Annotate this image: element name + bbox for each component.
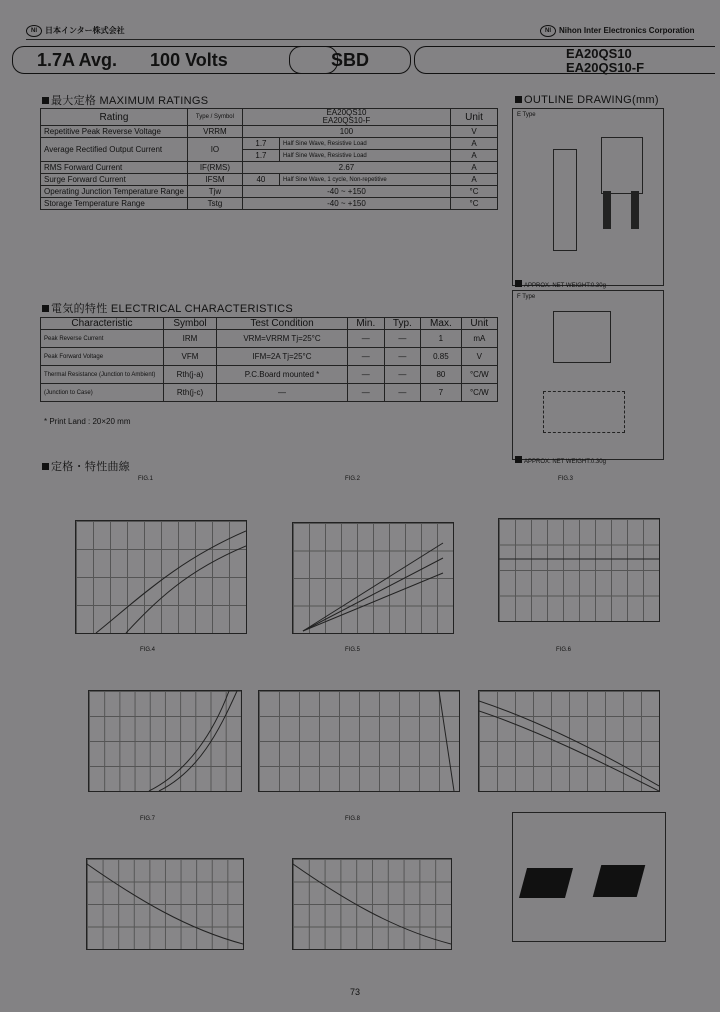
condition-cell: Half Sine Wave, Resistive Load	[279, 138, 450, 150]
e-type-label: E Type	[517, 112, 536, 118]
min-cell: —	[348, 366, 385, 384]
condition-cell: VRM=VRRM Tj=25°C	[217, 330, 348, 348]
fig-1-curves	[76, 521, 246, 633]
fig-3-label: FIG.3	[558, 476, 574, 482]
col-characteristic: Characteristic	[41, 318, 164, 330]
rating-cell: Average Rectified Output Current	[41, 138, 188, 162]
char-cell: Thermal Resistance (Junction to Ambient)	[41, 366, 164, 384]
unit-cell: °C/W	[461, 384, 497, 402]
package-photo	[512, 812, 666, 942]
fig-7-curves	[87, 859, 243, 949]
condition-cell: —	[217, 384, 348, 402]
company-logo-icon: NI	[540, 25, 556, 37]
rating-voltage: 100 Volts	[150, 50, 228, 70]
symbol-cell: IFSM	[187, 174, 242, 186]
col-unit: Unit	[451, 109, 498, 126]
value-cell: 2.67	[242, 162, 450, 174]
max-cell: 80	[421, 366, 461, 384]
weight-1: APPROX. NET WEIGHT:0.30g	[515, 280, 606, 289]
land-pattern	[543, 391, 625, 433]
symbol-cell: Tjw	[187, 186, 242, 198]
rating-cell: Surge Forward Current	[41, 174, 188, 186]
max-ratings-table	[40, 108, 498, 210]
min-cell: —	[348, 348, 385, 366]
typ-cell: —	[384, 366, 421, 384]
value-cell: -40 ~ +150	[242, 186, 450, 198]
typ-cell: —	[384, 384, 421, 402]
fig-2-label: FIG.2	[345, 476, 361, 482]
char-cell: Peak Reverse Current	[41, 330, 164, 348]
fig-4-label: FIG.4	[140, 647, 156, 653]
condition-cell: P.C.Board mounted *	[217, 366, 348, 384]
rating-cell: Storage Temperature Range	[41, 198, 188, 210]
part-number-2: EA20QS10-F	[566, 60, 645, 75]
char-cell: (Junction to Case)	[41, 384, 164, 402]
condition-cell: Half Sine Wave, Resistive Load	[279, 150, 450, 162]
table-row	[41, 384, 498, 402]
value-cell: 1.7	[242, 150, 279, 162]
col-rating: Rating	[41, 109, 188, 126]
f-type-label: F Type	[517, 294, 536, 300]
bullet-square-icon	[515, 456, 522, 463]
brand-en	[540, 25, 695, 37]
col-min: Min.	[348, 318, 385, 330]
table-row	[41, 348, 498, 366]
fig-7-plot	[86, 858, 244, 950]
fig-6-label: FIG.6	[556, 647, 572, 653]
curves-title-text: 定格・特性曲線	[51, 461, 131, 473]
value-cell: -40 ~ +150	[242, 198, 450, 210]
outline-f-type-box	[512, 290, 664, 460]
package-side-view	[553, 149, 577, 251]
fig-2-curves	[293, 523, 453, 633]
fig-6-curves	[479, 691, 659, 791]
typ-cell: —	[384, 330, 421, 348]
value-cell: 40	[242, 174, 279, 186]
package-top-view	[601, 137, 643, 194]
table-row	[41, 330, 498, 348]
unit-cell: A	[451, 150, 498, 162]
unit-cell: °C/W	[461, 366, 497, 384]
bullet-square-icon	[42, 305, 49, 312]
weight-2: APPROX. NET WEIGHT:0.30g	[515, 456, 606, 465]
lead-1	[603, 191, 611, 229]
col-part: EA20QS10 EA20QS10-F	[242, 109, 450, 126]
fig-4-plot	[88, 690, 242, 792]
device-type: SBD	[330, 50, 369, 70]
symbol-cell: Tstg	[187, 198, 242, 210]
max-cell: 7	[421, 384, 461, 402]
outline-title-text: OUTLINE DRAWING(mm)	[524, 94, 659, 106]
device-type-box	[289, 46, 411, 74]
fig-5-curves	[259, 691, 459, 791]
unit-cell: V	[461, 348, 497, 366]
brand-jp-text: 日本インター株式会社	[45, 26, 125, 36]
value-cell: 1.7	[242, 138, 279, 150]
fig-1-label: FIG.1	[138, 476, 154, 482]
fig-5-plot	[258, 690, 460, 792]
elec-table	[40, 317, 498, 402]
bullet-square-icon	[515, 96, 522, 103]
fig-4-curves	[89, 691, 241, 791]
bullet-square-icon	[42, 97, 49, 104]
unit-cell: °C	[451, 198, 498, 210]
col-symbol: Symbol	[164, 318, 217, 330]
col-symbol-type: Type / Symbol	[187, 109, 242, 126]
table-row	[41, 186, 498, 198]
rating-current: 1.7A Avg.	[37, 50, 118, 70]
package-e-type-icon	[519, 868, 573, 898]
min-cell: —	[348, 330, 385, 348]
header-rule	[26, 39, 694, 40]
symbol-cell: IRM	[164, 330, 217, 348]
symbol-cell: VFM	[164, 348, 217, 366]
max-ratings-title	[42, 92, 208, 108]
unit-cell: °C	[451, 186, 498, 198]
unit-cell: mA	[461, 330, 497, 348]
symbol-cell: VRRM	[187, 126, 242, 138]
col-typ: Typ.	[384, 318, 421, 330]
max-cell: 0.85	[421, 348, 461, 366]
bullet-square-icon	[515, 280, 522, 287]
max-cell: 1	[421, 330, 461, 348]
unit-cell: A	[451, 174, 498, 186]
bullet-square-icon	[42, 463, 49, 470]
fig-2-plot	[292, 522, 454, 634]
max-ratings-title-text: 最大定格 MAXIMUM RATINGS	[51, 95, 209, 107]
rating-cell: Operating Junction Temperature Range	[41, 186, 188, 198]
rating-cell: Repetitive Peak Reverse Voltage	[41, 126, 188, 138]
table-row	[41, 174, 498, 186]
unit-cell: A	[451, 138, 498, 150]
symbol-cell: Rth(j-a)	[164, 366, 217, 384]
condition-cell: Half Sine Wave, 1 cycle, Non-repetitive	[279, 174, 450, 186]
brand-jp	[26, 25, 125, 37]
print-land-note: * Print Land : 20×20 mm	[44, 417, 131, 426]
lead-2	[631, 191, 639, 229]
part-number-box	[414, 46, 715, 74]
fig-3-plot	[498, 518, 660, 622]
fig-1-plot	[75, 520, 247, 634]
outline-title	[515, 94, 659, 106]
unit-cell: V	[451, 126, 498, 138]
part-number-1: EA20QS10	[566, 46, 632, 61]
fig-5-label: FIG.5	[345, 647, 361, 653]
elec-title-text: 電気的特性 ELECTRICAL CHARACTERISTICS	[51, 303, 294, 315]
typ-cell: —	[384, 348, 421, 366]
value-cell: 100	[242, 126, 450, 138]
fig-8-curves	[293, 859, 451, 949]
table-row	[41, 126, 498, 138]
package-f-top-view	[553, 311, 611, 363]
table-row	[41, 162, 498, 174]
title-band	[26, 44, 694, 77]
col-test-condition: Test Condition	[217, 318, 348, 330]
rating-cell: RMS Forward Current	[41, 162, 188, 174]
table-row	[41, 198, 498, 210]
symbol-cell: IO	[187, 138, 242, 162]
char-cell: Peak Forward Voltage	[41, 348, 164, 366]
table-row	[41, 366, 498, 384]
brand-en-text: Nihon Inter Electronics Corporation	[559, 26, 695, 36]
table-row	[41, 138, 498, 150]
symbol-cell: IF(RMS)	[187, 162, 242, 174]
min-cell: —	[348, 384, 385, 402]
fig-3-curves	[499, 519, 659, 621]
fig-6-plot	[478, 690, 660, 792]
page-number: 73	[350, 987, 361, 997]
fig-7-label: FIG.7	[140, 816, 156, 822]
unit-cell: A	[451, 162, 498, 174]
symbol-cell: Rth(j-c)	[164, 384, 217, 402]
col-unit: Unit	[461, 318, 497, 330]
elec-title	[42, 300, 293, 316]
fig-8-plot	[292, 858, 452, 950]
package-f-type-icon	[593, 865, 646, 897]
curves-title	[42, 458, 130, 474]
company-logo-icon: NI	[26, 25, 42, 37]
condition-cell: IFM=2A Tj=25°C	[217, 348, 348, 366]
outline-e-type-box	[512, 108, 664, 286]
col-max: Max.	[421, 318, 461, 330]
fig-8-label: FIG.8	[345, 816, 361, 822]
